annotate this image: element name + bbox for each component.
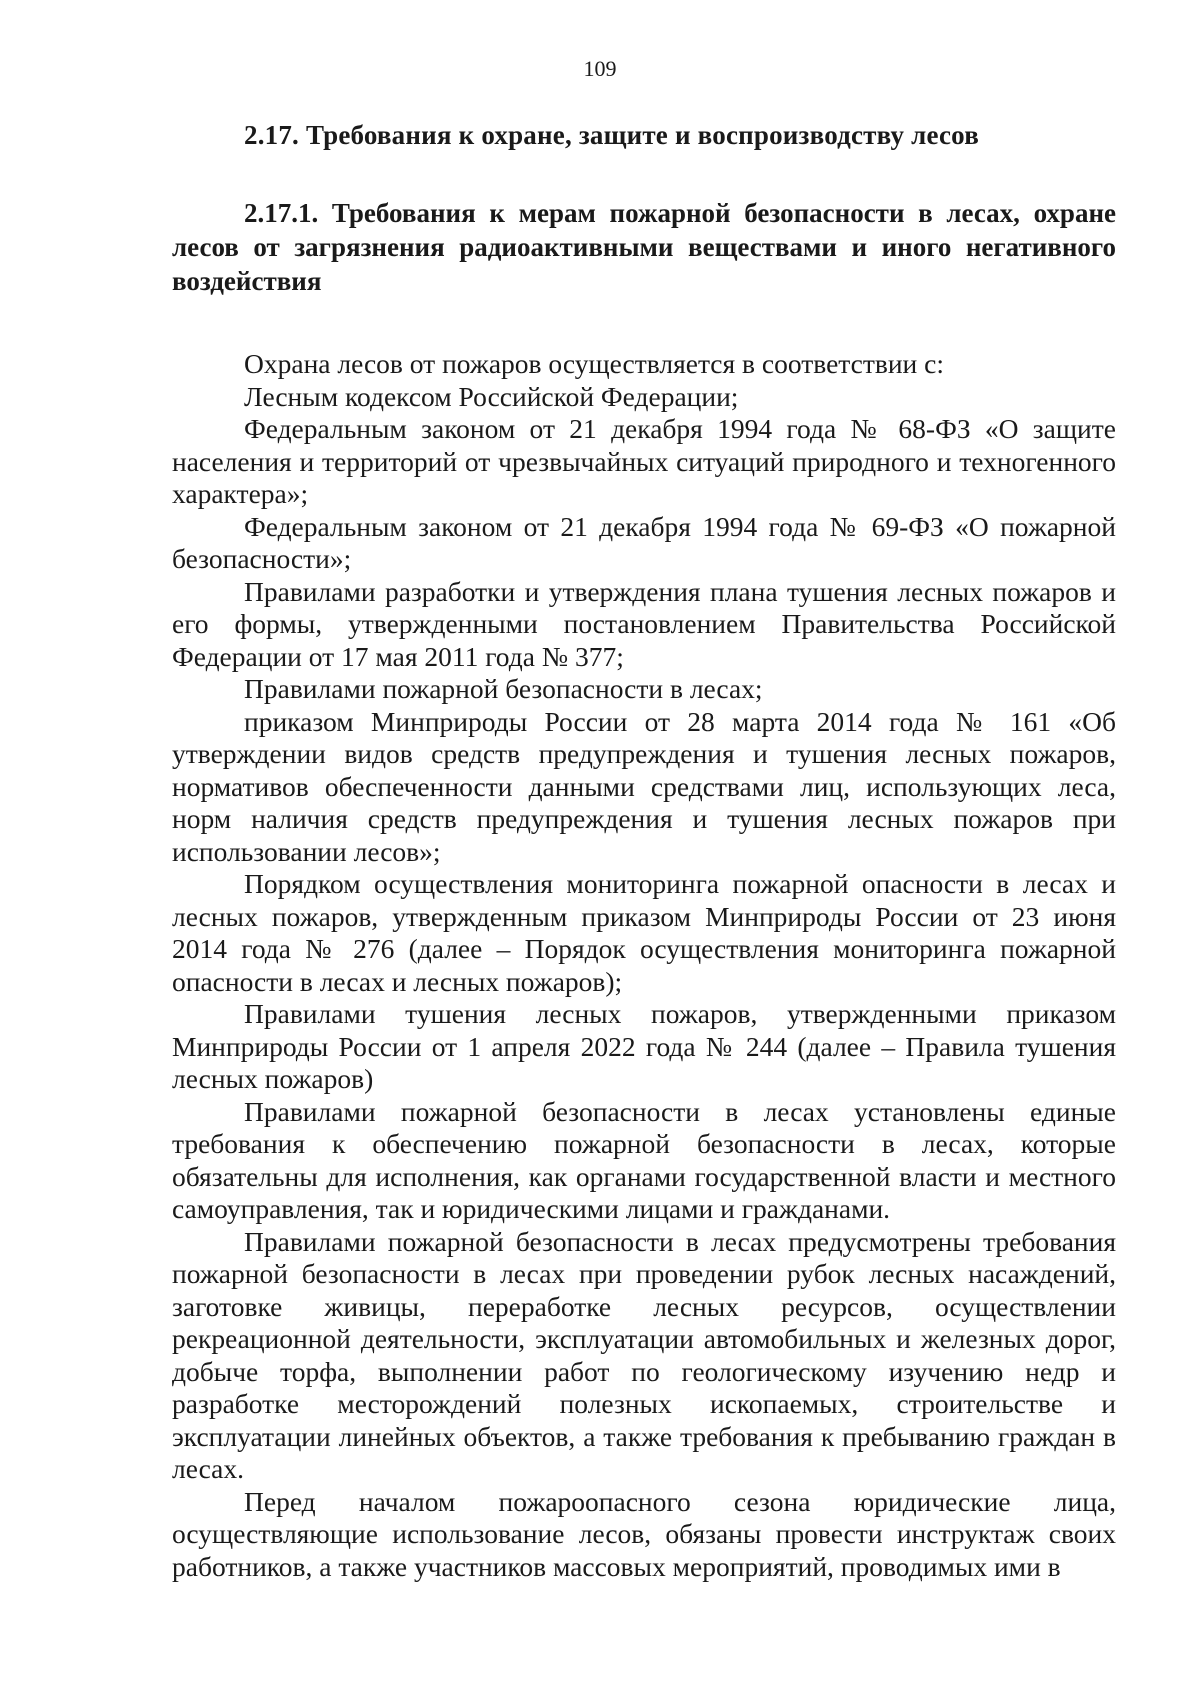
subsection-heading: 2.17.1. Требования к мерам пожарной безопасности в лесах, охране лесов от загрязнения радиоактивными веществами и иного негативного воздействия [172, 198, 1116, 296]
paragraph: Федеральным законом от 21 декабря 1994 года № 69-ФЗ «О пожарной безопасности»; [172, 510, 1116, 574]
paragraph: приказом Минприроды России от 28 марта 2014 года № 161 «Об утверждении видов средств предупреждения и тушения лесных пожаров, нормативов обеспеченности данными средствами лиц, использующих леса, норм наличия средств предупреждения и тушения лесных пожаров при использовании лесов»; [172, 705, 1116, 867]
paragraph: Федеральным законом от 21 декабря 1994 года № 68-ФЗ «О защите населения и территорий от чрезвычайных ситуаций природного и техногенного характера»; [172, 413, 1116, 509]
section-heading: 2.17. Требования к охране, защите и воспроизводству лесов [244, 120, 979, 150]
page-content [172, 118, 1116, 1583]
paragraph: Охрана лесов от пожаров осуществляется в соответствии с: [244, 348, 944, 379]
paragraph: Правилами разработки и утверждения плана тушения лесных пожаров и его формы, утвержденными постановлением Правительства Российской Федерации от 17 мая 2011 года № 377; [172, 575, 1116, 672]
paragraph: Правилами пожарной безопасности в лесах; [244, 673, 763, 704]
paragraph: Правилами тушения лесных пожаров, утвержденными приказом Минприроды России от 1 апреля 2022 года № 244 (далее – Правила тушения лесных пожаров) [172, 998, 1116, 1094]
paragraph: Перед началом пожароопасного сезона юридические лица, осуществляющие использование лесов, обязаны провести инструктаж своих работников, а также участников массовых мероприятий, проводимых ими в [172, 1485, 1116, 1582]
page-number: 109 [583, 56, 617, 81]
paragraph: Лесным кодексом Российской Федерации; [244, 380, 739, 412]
paragraph: Правилами пожарной безопасности в лесах предусмотрены требования пожарной безопасности в лесах при проведении рубок лесных насаждений, заготовке живицы, переработке лесных ресурсов, осуществлении рекреационной деятельности, эксплуатации автомобильных и железных дорог, добыче торфа, выполнении работ по геологическому изучению недр и разработке месторождений полезных ископаемых, строительстве и эксплуатации линейных объектов, а также требования к пребыванию граждан в лесах. [172, 1225, 1116, 1484]
paragraph: Порядком осуществления мониторинга пожарной опасности в лесах и лесных пожаров, утвержденным приказом Минприроды России от 23 июня 2014 года № 276 (далее – Порядок осуществления мониторинга пожарной опасности в лесах и лесных пожаров); [172, 868, 1116, 997]
paragraph: Правилами пожарной безопасности в лесах установлены единые требования к обеспечению пожарной безопасности в лесах, которые обязательны для исполнения, как органами государственной власти и местного самоуправления, так и юридическими лицами и гражданами. [172, 1095, 1116, 1224]
body-text [172, 348, 1116, 1583]
